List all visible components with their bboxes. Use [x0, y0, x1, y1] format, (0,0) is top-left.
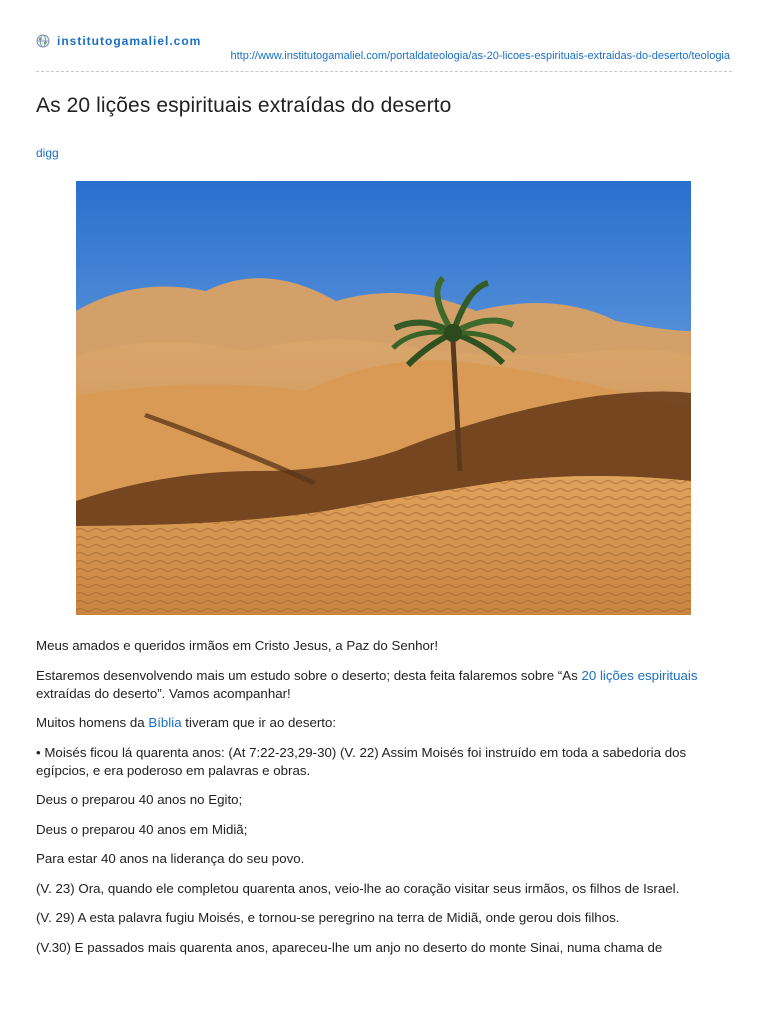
text-span: extraídas do deserto”. Vamos acompanhar! [36, 685, 291, 701]
paragraph: • Moisés ficou lá quarenta anos: (At 7:22-23,29-30) (V. 22) Assim Moisés foi instruído em toda a sabedoria dos egípcios, e era poderoso em palavras e obras. [36, 744, 687, 778]
paragraph: (V.30) E passados mais quarenta anos, apareceu-lhe um anjo no deserto do monte Sinai, numa chama de [36, 939, 663, 955]
digg-link[interactable]: digg [36, 146, 59, 160]
source-url-link[interactable]: http://www.institutogamaliel.com/portaldateologia/as-20-licoes-espirituais-extraidas-do-deserto/teologia [230, 50, 730, 62]
paragraph: Deus o preparou 40 anos no Egito; [36, 792, 243, 807]
paragraph: Deus o preparou 40 anos em Midiã; [36, 821, 248, 837]
paragraph [36, 667, 736, 703]
paragraph: Meus amados e queridos irmãos em Cristo Jesus, a Paz do Senhor! [36, 638, 439, 653]
text-span: Estaremos desenvolvendo mais um estudo sobre o deserto; desta feita falaremos sobre “As [36, 667, 582, 683]
site-header [36, 34, 201, 48]
paragraph: (V. 23) Ora, quando ele completou quarenta anos, veio-lhe ao coração visitar seus irmãos, os filhos de Israel. [36, 880, 680, 896]
desert-palm-image [76, 181, 691, 615]
globe-icon [36, 34, 50, 48]
paragraph [36, 714, 736, 732]
text-span: Muitos homens da [36, 715, 149, 730]
paragraph: (V. 29) A esta palavra fugiu Moisés, e tornou-se peregrino na terra de Midiã, onde gerou dois filhos. [36, 910, 620, 925]
article-body [36, 637, 736, 968]
header-divider [36, 71, 732, 72]
paragraph: Para estar 40 anos na liderança do seu povo. [36, 851, 305, 866]
article-title: As 20 lições espirituais extraídas do deserto [36, 94, 452, 117]
site-name-link[interactable]: institutogamaliel.com [57, 34, 202, 48]
text-span: tiveram que ir ao deserto: [181, 715, 337, 730]
licoes-link[interactable]: 20 lições espirituais [581, 667, 698, 683]
biblia-link[interactable]: Bíblia [148, 715, 182, 730]
